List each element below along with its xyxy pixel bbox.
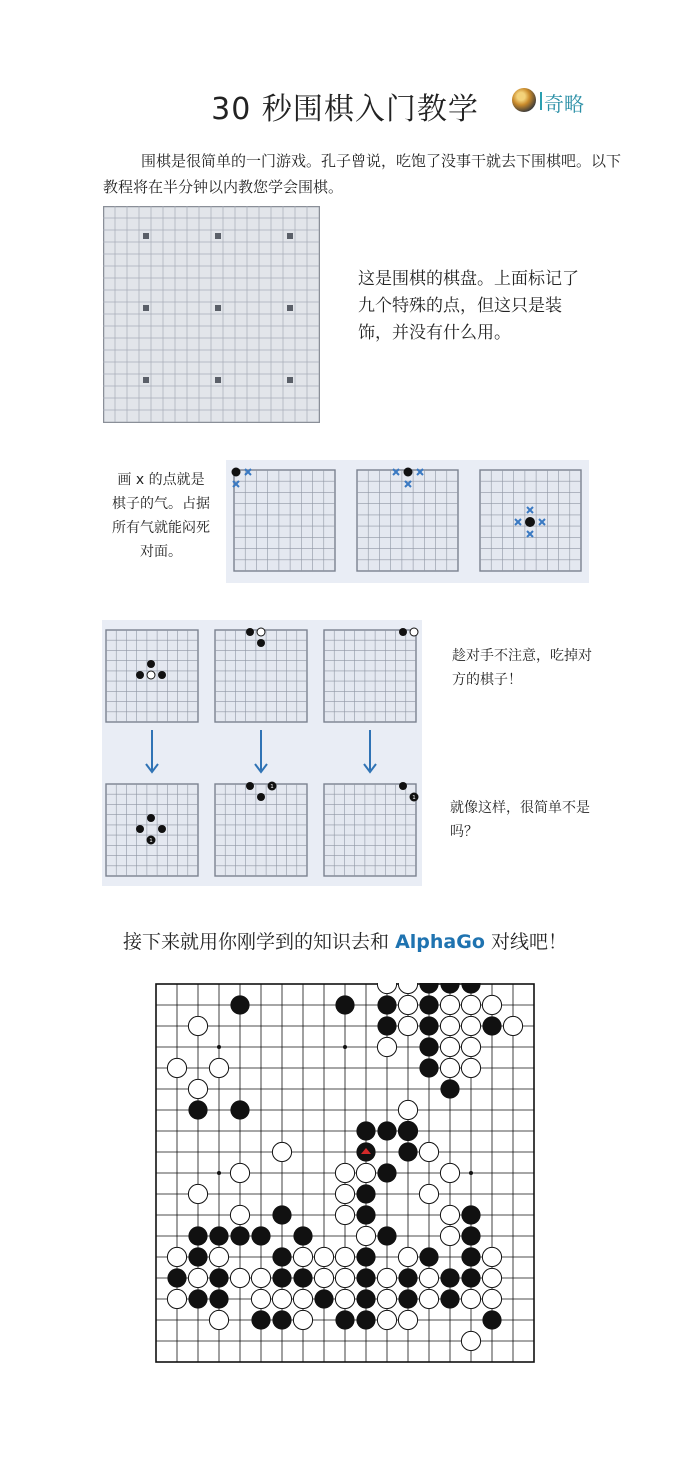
white-stone [272,1142,291,1161]
white-stone [257,628,265,636]
black-stone [399,628,407,636]
white-stone [440,1205,459,1224]
black-stone [188,1247,207,1266]
white-stone [251,1268,270,1287]
black-stone [251,1310,270,1329]
white-stone [482,1289,501,1308]
star-point [215,233,221,239]
white-stone [461,995,480,1014]
board-frame [324,630,416,722]
liberty-board [234,470,335,571]
black-stone [158,671,166,679]
black-stone [293,1268,312,1287]
intro-paragraph: 围棋是很简单的一门游戏。孔子曾说，吃饱了没事干就去下围棋吧。以下教程将在半分钟以内教您学会围棋。 [103,152,622,196]
black-stone [293,1226,312,1245]
star-point [215,377,221,383]
black-stone [377,995,396,1014]
star-point [343,1045,347,1049]
black-stone [419,1016,438,1035]
logo-divider [540,92,542,110]
white-stone [503,1016,522,1035]
white-stone [167,1247,186,1266]
black-stone [314,1289,333,1308]
black-stone [251,1226,270,1245]
white-stone [461,1289,480,1308]
black-stone [419,1247,438,1266]
black-stone [356,1247,375,1266]
star-point [143,377,149,383]
board-frame [234,470,335,571]
white-stone [398,995,417,1014]
white-stone [419,1268,438,1287]
arrow-down-icon [146,730,158,772]
white-stone [377,1310,396,1329]
move-number: 1 [270,784,274,790]
white-stone [461,1037,480,1056]
black-stone [482,1016,501,1035]
black-stone [356,1121,375,1140]
white-stone [230,1268,249,1287]
board-frame [324,784,416,876]
go-stone-logo-icon [512,88,536,112]
brand-name: 奇略 [544,92,584,116]
black-stone [398,1289,417,1308]
black-stone [158,825,166,833]
black-stone [356,1205,375,1224]
black-stone [377,1121,396,1140]
black-stone [272,1310,291,1329]
move-number: 1 [412,795,416,801]
white-stone [230,1205,249,1224]
star-point [287,305,293,311]
white-stone [230,1163,249,1182]
white-stone [167,1289,186,1308]
white-stone [461,1058,480,1077]
go-board-game-position [155,983,535,1363]
white-stone [188,1184,207,1203]
white-stone [398,1100,417,1119]
black-stone [209,1226,228,1245]
white-stone [314,1247,333,1266]
star-point [469,1171,473,1175]
black-stone [246,628,254,636]
black-stone [188,1226,207,1245]
black-stone [167,1268,186,1287]
white-stone [440,1163,459,1182]
black-stone [482,1310,501,1329]
white-stone [293,1247,312,1266]
black-stone [232,468,241,477]
white-stone [272,1289,291,1308]
white-stone [398,1310,417,1329]
white-stone [440,1016,459,1035]
black-stone [377,1163,396,1182]
white-stone [293,1310,312,1329]
white-stone [209,1310,228,1329]
white-stone [188,1079,207,1098]
brand-logo [512,86,612,118]
liberty-caption: 画 x 的点就是棋子的气。占据所有气就能闷死对面。 [112,472,210,560]
white-stone [398,1247,417,1266]
black-stone [230,995,249,1014]
white-stone [188,1016,207,1035]
black-stone [461,1226,480,1245]
black-stone [461,1268,480,1287]
simple-caption: 就像这样，很简单不是吗？ [450,800,590,840]
white-stone [419,1184,438,1203]
white-stone [335,1268,354,1287]
white-stone [377,1037,396,1056]
black-stone [377,1226,396,1245]
white-stone [167,1058,186,1077]
white-stone [356,1163,375,1182]
white-stone [482,1247,501,1266]
white-stone [410,628,418,636]
black-stone [257,639,265,647]
board-frame [106,784,198,876]
black-stone [230,1100,249,1119]
white-stone [335,1205,354,1224]
black-stone [356,1268,375,1287]
cta-prefix: 接下来就用你刚学到的知识去和 [123,931,396,953]
board-caption: 这是围棋的棋盘。上面标记了九个特殊的点，但这只是装饰，并没有什么用。 [358,269,579,343]
black-stone [272,1268,291,1287]
white-stone [440,1058,459,1077]
capture-sequence-diagrams [102,620,422,886]
white-stone [335,1247,354,1266]
black-stone [398,1142,417,1161]
black-stone [209,1268,228,1287]
star-point [143,305,149,311]
black-stone [335,995,354,1014]
white-stone [377,1268,396,1287]
black-stone [525,517,535,527]
star-point [217,1045,221,1049]
call-to-action [60,927,630,954]
black-stone [188,1289,207,1308]
black-stone [147,814,155,822]
capture-board-before [324,630,416,722]
white-stone [293,1289,312,1308]
white-stone [209,1058,228,1077]
capture-caption: 趁对手不注意，吃掉对方的棋子！ [452,648,592,688]
liberty-diagrams [226,460,589,583]
capture-board-after [324,784,416,876]
move-number: 1 [149,838,153,844]
white-stone [440,1037,459,1056]
black-stone [246,782,254,790]
white-stone [377,1289,396,1308]
black-stone [419,995,438,1014]
white-stone [314,1268,333,1287]
star-point [287,377,293,383]
black-stone [419,1058,438,1077]
star-point [217,1171,221,1175]
black-stone [335,1310,354,1329]
black-stone [398,1121,417,1140]
white-stone [482,1268,501,1287]
capture-board-after [106,784,198,876]
black-stone [136,671,144,679]
black-stone [356,1184,375,1203]
black-stone [272,1205,291,1224]
star-point [287,233,293,239]
black-stone [377,1016,396,1035]
black-stone [399,782,407,790]
page-title: 30 秒围棋入门教学 [211,92,479,127]
black-stone [404,468,413,477]
black-stone [147,660,155,668]
black-stone [230,1226,249,1245]
black-stone [136,825,144,833]
white-stone [251,1289,270,1308]
white-stone [440,995,459,1014]
black-stone [272,1247,291,1266]
white-stone [461,1016,480,1035]
black-stone [356,1289,375,1308]
black-stone [356,1310,375,1329]
cta-suffix: 对线吧！ [484,931,567,953]
white-stone [419,1142,438,1161]
white-stone [482,995,501,1014]
black-stone [440,1268,459,1287]
black-stone [257,793,265,801]
white-stone [356,1226,375,1245]
white-stone [335,1163,354,1182]
black-stone [209,1289,228,1308]
cta-brand: AlphaGo [395,931,485,953]
black-stone [461,1205,480,1224]
black-stone [440,1079,459,1098]
white-stone [147,671,155,679]
white-stone [209,1247,228,1266]
arrow-down-icon [364,730,376,772]
arrow-down-icon [255,730,267,772]
white-stone [335,1184,354,1203]
white-stone [419,1289,438,1308]
black-stone [398,1268,417,1287]
go-board-star-points [103,206,320,423]
black-stone [440,1289,459,1308]
white-stone [461,1331,480,1350]
star-point [143,233,149,239]
white-stone [335,1289,354,1308]
black-stone [419,1037,438,1056]
black-stone [461,1247,480,1266]
star-point [215,305,221,311]
white-stone [398,1016,417,1035]
white-stone [188,1268,207,1287]
white-stone [440,1226,459,1245]
black-stone [188,1100,207,1119]
